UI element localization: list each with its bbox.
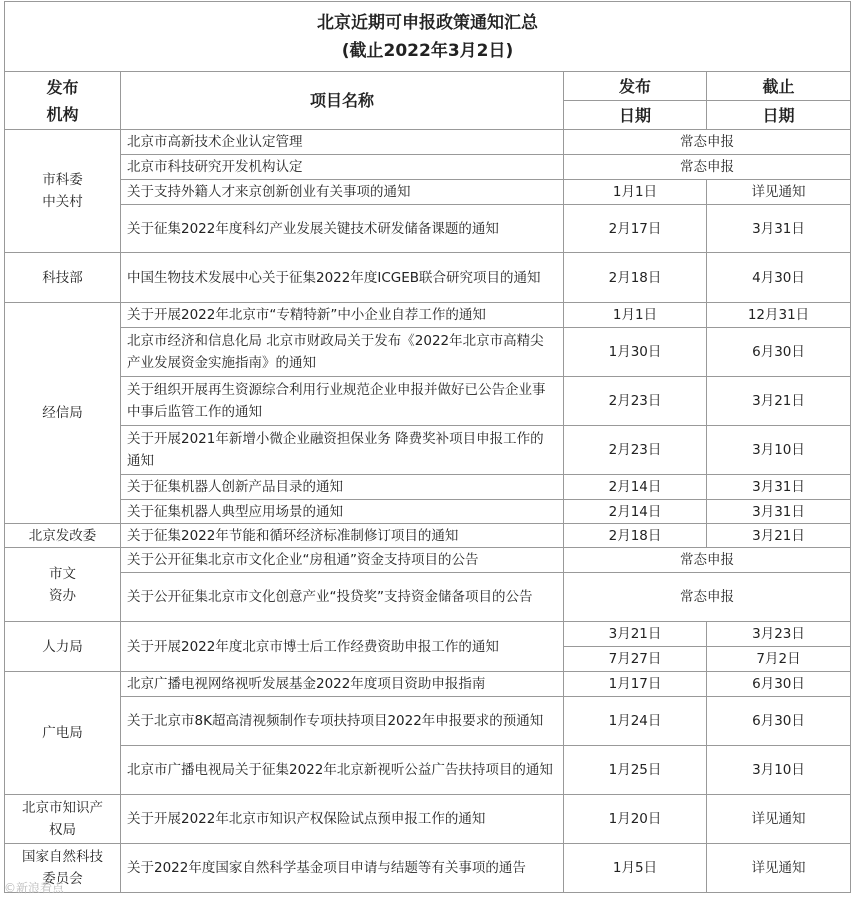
table-row: [5, 548, 851, 573]
deadline: 12月31日: [707, 303, 851, 328]
pub-date: 2月18日: [564, 253, 707, 303]
deadline: 详见通知: [707, 180, 851, 205]
deadline: 3月31日: [707, 205, 851, 253]
deadline: 3月31日: [707, 475, 851, 500]
header-org-line2: 机构: [46, 104, 79, 124]
pub-date: 1月25日: [564, 746, 707, 795]
table-row: [5, 672, 851, 697]
table-row: [5, 328, 851, 377]
table-row: [5, 746, 851, 795]
table-row: [5, 130, 851, 155]
deadline: 3月10日: [707, 426, 851, 475]
org-label: 市文: [49, 565, 76, 582]
deadline: 6月30日: [707, 672, 851, 697]
project-name: 北京市经济和信息化局 北京市财政局关于发布《2022年北京市高精尖产业发展资金实施指南》的通知: [121, 328, 564, 377]
watermark: ©新浪看点: [4, 881, 65, 895]
table-row: [5, 622, 851, 647]
org-label: 北京市知识产: [22, 800, 103, 816]
deadline: 3月21日: [707, 377, 851, 426]
org-cell: [5, 548, 121, 622]
project-name: 关于公开征集北京市文化企业“房租通”资金支持项目的公告: [121, 548, 564, 573]
table-row: [5, 475, 851, 500]
org-label: 国家自然科技: [22, 849, 103, 865]
deadline: 4月30日: [707, 253, 851, 303]
status-merged: 常态申报: [564, 573, 851, 622]
project-name: 关于征集机器人创新产品目录的通知: [121, 475, 564, 500]
status-merged: 常态申报: [564, 130, 851, 155]
status-merged: 常态申报: [564, 548, 851, 573]
deadline: 6月30日: [707, 328, 851, 377]
table-row: [5, 573, 851, 622]
org-label: 市科委: [42, 172, 83, 188]
project-name: 关于开展2022年北京市知识产权保险试点预申报工作的通知: [121, 795, 564, 844]
pub-date: 1月30日: [564, 328, 707, 377]
project-name: 关于开展2021年新增小微企业融资担保业务 降费奖补项目申报工作的通知: [121, 426, 564, 475]
org-cell: [5, 130, 121, 253]
pub-date: 2月23日: [564, 426, 707, 475]
project-name: 北京市科技研究开发机构认定: [121, 155, 564, 180]
project-name: 关于开展2022年度北京市博士后工作经费资助申报工作的通知: [121, 622, 564, 672]
org-cell: 经信局: [5, 303, 121, 524]
pub-date: 2月23日: [564, 377, 707, 426]
deadline: 3月31日: [707, 500, 851, 524]
project-name: 关于2022年度国家自然科学基金项目申请与结题等有关事项的通告: [121, 844, 564, 893]
org-label: 资办: [49, 587, 76, 604]
project-name: 北京市高新技术企业认定管理: [121, 130, 564, 155]
deadline: 详见通知: [707, 795, 851, 844]
table-row: [5, 155, 851, 180]
project-name: 中国生物技术发展中心关于征集2022年度ICGEB联合研究项目的通知: [121, 253, 564, 303]
table-row: [5, 377, 851, 426]
policy-table: [4, 1, 851, 893]
org-cell: 北京发改委: [5, 524, 121, 548]
project-name: 北京市广播电视局关于征集2022年北京新视听公益广告扶持项目的通知: [121, 746, 564, 795]
header-dead-1: 截止: [707, 72, 851, 101]
title-line-1: 北京近期可申报政策通知汇总: [317, 12, 538, 33]
pub-date: 1月1日: [564, 303, 707, 328]
table-row: [5, 844, 851, 893]
deadline: 3月23日: [707, 622, 851, 647]
org-label: 权局: [49, 822, 76, 838]
pub-date: 2月14日: [564, 500, 707, 524]
deadline: 3月21日: [707, 524, 851, 548]
project-name: 关于征集机器人典型应用场景的通知: [121, 500, 564, 524]
pub-date: 2月18日: [564, 524, 707, 548]
project-name: 关于组织开展再生资源综合利用行业规范企业申报并做好已公告企业事中事后监管工作的通知: [121, 377, 564, 426]
org-cell: 广电局: [5, 672, 121, 795]
project-name: 关于征集2022年节能和循环经济标准制修订项目的通知: [121, 524, 564, 548]
table-title: [5, 2, 851, 72]
org-cell: [5, 795, 121, 844]
project-name: 关于北京市8K超高清视频制作专项扶持项目2022年申报要求的预通知: [121, 697, 564, 746]
pub-date: 1月17日: [564, 672, 707, 697]
header-org-line1: 发布: [46, 77, 79, 97]
project-name: 关于公开征集北京市文化创意产业“投贷奖”支持资金储备项目的公告: [121, 573, 564, 622]
header-pub-1: 发布: [564, 72, 707, 101]
project-name: 关于征集2022年度科幻产业发展关键技术研发储备课题的通知: [121, 205, 564, 253]
header-dead-2: 日期: [707, 101, 851, 130]
deadline: 详见通知: [707, 844, 851, 893]
project-name: 北京广播电视网络视听发展基金2022年度项目资助申报指南: [121, 672, 564, 697]
status-merged: 常态申报: [564, 155, 851, 180]
pub-date: 3月21日: [564, 622, 707, 647]
header-org: [5, 72, 121, 130]
deadline: 3月10日: [707, 746, 851, 795]
deadline: 6月30日: [707, 697, 851, 746]
table-row: [5, 253, 851, 303]
pub-date: 1月20日: [564, 795, 707, 844]
table-row: [5, 180, 851, 205]
project-name: 关于支持外籍人才来京创新创业有关事项的通知: [121, 180, 564, 205]
pub-date: 7月27日: [564, 647, 707, 672]
pub-date: 2月17日: [564, 205, 707, 253]
header-name: 项目名称: [121, 72, 564, 130]
table-row: [5, 795, 851, 844]
pub-date: 1月5日: [564, 844, 707, 893]
project-name: 关于开展2022年北京市“专精特新”中小企业自荐工作的通知: [121, 303, 564, 328]
org-cell: 人力局: [5, 622, 121, 672]
pub-date: 1月24日: [564, 697, 707, 746]
table-row: [5, 697, 851, 746]
org-cell: 科技部: [5, 253, 121, 303]
org-label: 委员会: [42, 871, 83, 887]
deadline: 7月2日: [707, 647, 851, 672]
table-row: [5, 205, 851, 253]
table-row: [5, 524, 851, 548]
pub-date: 1月1日: [564, 180, 707, 205]
pub-date: 2月14日: [564, 475, 707, 500]
table-row: [5, 426, 851, 475]
header-pub-2: 日期: [564, 101, 707, 130]
table-row: [5, 500, 851, 524]
table-row: [5, 303, 851, 328]
title-line-2: (截止2022年3月2日): [341, 40, 514, 61]
org-label: 中关村: [42, 194, 83, 210]
